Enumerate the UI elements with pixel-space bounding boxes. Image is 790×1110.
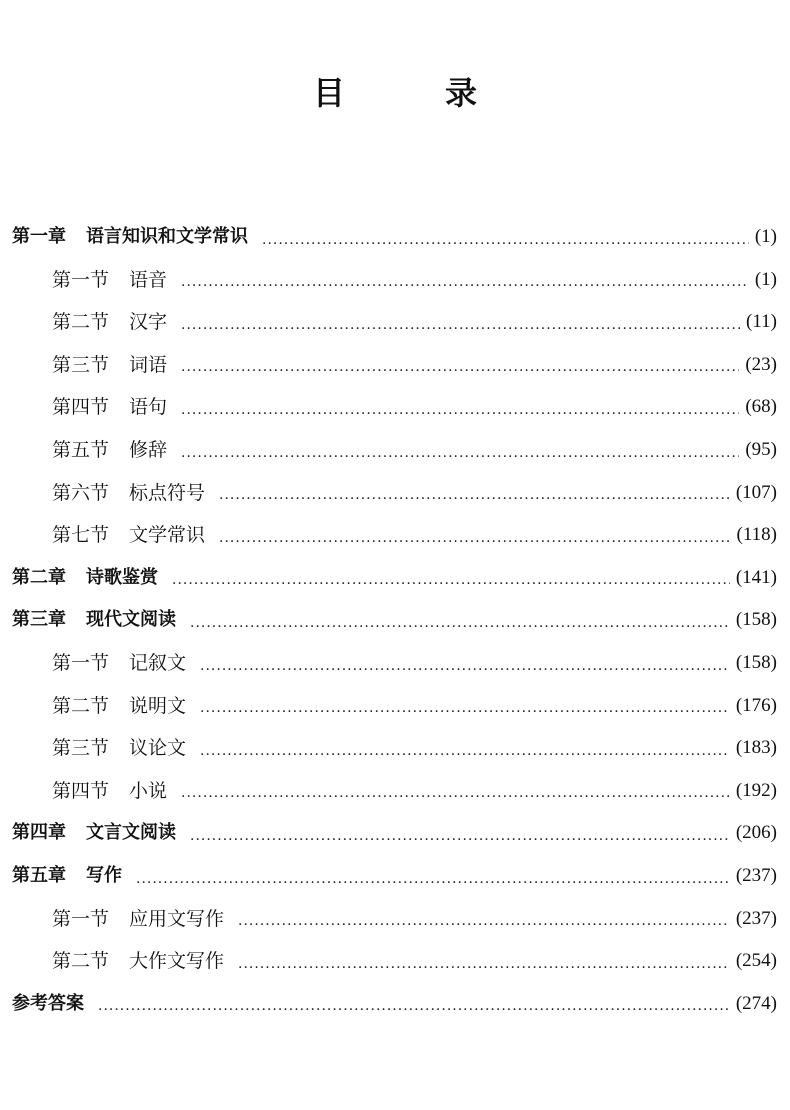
toc-entry-title: 记叙文 [129,651,187,674]
toc-entry-title: 小说 [129,779,168,802]
dot-leader [136,855,730,898]
toc-page-number: (158) [735,609,777,631]
toc-page-number: (254) [735,950,777,972]
toc-entry-label [52,642,186,685]
toc-section-entry [12,940,777,983]
toc-section-entry [12,344,777,387]
toc-page-number: (274) [735,992,777,1014]
dot-leader [238,940,730,983]
toc-page-number: (95) [745,438,777,460]
toc-page-number: (107) [735,481,777,503]
toc-entry-label [12,557,158,600]
toc-entry-number: 第二章 [12,566,66,588]
dot-leader [219,472,730,515]
table-of-contents [12,216,777,1025]
toc-page-number: (237) [735,864,777,886]
toc-entry-number: 第五节 [52,438,110,461]
toc-entry-number: 第二节 [52,694,110,717]
toc-entry-number: 第一节 [52,651,110,674]
toc-entry-title: 大作文写作 [129,950,225,973]
toc-entry-title: 修辞 [129,438,168,461]
toc-chapter-entry [12,216,777,259]
toc-page-number: (1) [754,226,777,247]
dot-leader [200,727,730,770]
toc-entry-title: 语音 [129,268,168,291]
toc-page-number: (237) [735,907,777,929]
toc-page-number: (118) [736,524,777,546]
toc-entry-label [52,898,224,941]
dot-leader [200,685,730,728]
toc-entry-number: 第三节 [52,737,110,760]
toc-entry-title: 议论文 [129,737,187,760]
toc-chapter-entry [12,812,777,855]
dot-leader [181,301,740,344]
toc-entry-label [52,344,167,387]
toc-section-entry [12,472,777,515]
toc-entry-label [52,259,167,302]
toc-entry-title: 标点符号 [129,481,206,504]
toc-chapter-entry [12,983,777,1026]
toc-entry-label [52,770,167,813]
toc-entry-label [52,685,186,728]
toc-entry-number: 第六节 [52,481,110,504]
toc-page-number: (206) [735,822,777,844]
toc-page-number: (176) [735,694,777,716]
toc-entry-number: 第二节 [52,950,110,973]
toc-entry-number: 第七节 [52,524,110,547]
toc-entry-title: 参考答案 [12,992,84,1014]
toc-entry-label [52,472,205,515]
dot-leader [181,429,739,472]
dot-leader [219,514,731,557]
toc-page-number: (23) [745,353,777,375]
toc-entry-number: 第四节 [52,779,110,802]
toc-entry-title: 说明文 [129,694,187,717]
toc-entry-label [12,812,176,855]
dot-leader [181,386,739,429]
toc-entry-number: 第二节 [52,311,110,334]
toc-entry-title: 应用文写作 [129,907,225,930]
toc-section-entry [12,898,777,941]
toc-entry-number: 第一节 [52,907,110,930]
toc-entry-number: 第四节 [52,396,110,419]
toc-section-entry [12,685,777,728]
toc-entry-title: 词语 [129,353,168,376]
toc-page-number: (11) [746,311,777,333]
toc-section-entry [12,770,777,813]
toc-entry-label [52,727,186,770]
toc-entry-label [52,386,167,429]
toc-entry-number: 第五章 [12,864,66,886]
toc-entry-label [52,514,205,557]
toc-entry-number: 第三章 [12,609,66,631]
toc-section-entry [12,642,777,685]
toc-entry-label [52,301,167,344]
dot-leader [238,898,730,941]
dot-leader [172,557,730,600]
toc-entry-label [12,983,84,1026]
dot-leader [181,259,749,302]
toc-entry-title: 诗歌鉴赏 [86,566,158,588]
toc-entry-number: 第一节 [52,268,110,291]
toc-section-entry [12,386,777,429]
dot-leader [190,812,730,855]
toc-entry-title: 文言文阅读 [86,822,176,844]
toc-entry-label [12,216,248,259]
toc-entry-label [12,855,122,898]
toc-entry-label [12,599,176,642]
toc-chapter-entry [12,855,777,898]
page-title: 目 录 [312,74,511,113]
toc-entry-title: 语句 [129,396,168,419]
toc-entry-title: 现代文阅读 [86,609,176,631]
toc-chapter-entry [12,557,777,600]
dot-leader [181,770,730,813]
toc-page-number: (68) [745,396,777,418]
toc-section-entry [12,727,777,770]
toc-entry-title: 文学常识 [129,524,206,547]
toc-entry-title: 汉字 [129,311,168,334]
dot-leader [98,983,730,1026]
toc-page-number: (192) [735,779,777,801]
toc-entry-title: 语言知识和文学常识 [86,226,248,247]
toc-chapter-entry [12,599,777,642]
dot-leader [262,216,749,259]
dot-leader [181,344,739,387]
toc-page-number: (141) [735,566,777,588]
dot-leader [190,599,730,642]
toc-entry-number: 第三节 [52,353,110,376]
toc-section-entry [12,301,777,344]
toc-section-entry [12,514,777,557]
dot-leader [200,642,730,685]
toc-page-number: (1) [754,268,777,290]
toc-entry-label [52,940,224,983]
toc-entry-number: 第四章 [12,822,66,844]
toc-entry-title: 写作 [86,864,122,886]
toc-entry-number: 第一章 [12,226,66,247]
toc-page-number: (158) [735,651,777,673]
toc-page-number: (183) [735,737,777,759]
toc-section-entry [12,259,777,302]
toc-entry-label [52,429,167,472]
toc-section-entry [12,429,777,472]
